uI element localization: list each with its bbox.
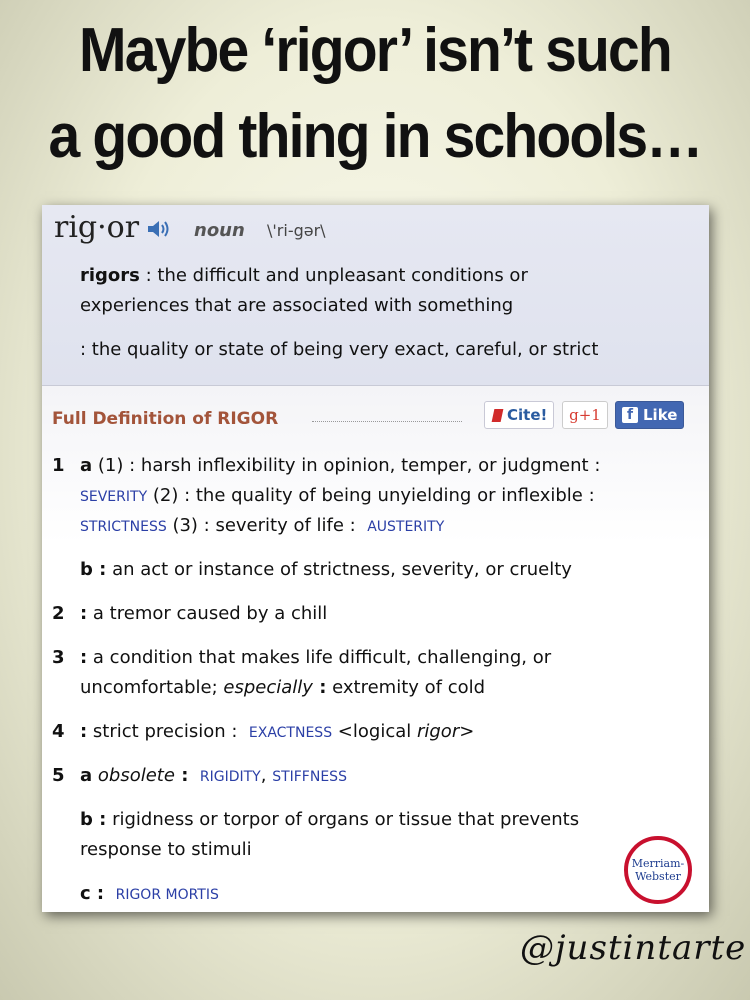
sense-text: a tremor caused by a chill	[87, 603, 328, 624]
cross-ref-exactness[interactable]: EXACTNESS	[248, 725, 333, 741]
sense-number-4: 4	[52, 721, 65, 742]
full-definition-heading: Full Definition of RIGOR	[52, 409, 279, 429]
sense-colon: :	[80, 603, 88, 624]
cross-ref-rigor-mortis[interactable]: RIGOR MORTIS	[115, 887, 219, 903]
logo-line-1: Merriam-	[631, 857, 685, 870]
cross-ref-austerity[interactable]: AUSTERITY	[367, 519, 445, 535]
divider	[312, 421, 462, 422]
example-word: rigor	[416, 721, 460, 742]
sense-colon: :	[80, 647, 88, 668]
simple-definition-panel	[42, 205, 709, 386]
cite-button[interactable]	[484, 401, 554, 429]
simple-definition-1	[80, 261, 690, 321]
sense-1a-line-2	[80, 481, 595, 512]
sense-1a-line-1	[80, 451, 600, 481]
sense-5a	[80, 761, 347, 792]
sense-5c	[80, 879, 219, 910]
sense-obsolete: obsolete	[97, 765, 175, 786]
sense-colon: :	[312, 677, 327, 698]
like-label: Like	[643, 406, 678, 424]
example-close: >	[459, 721, 475, 742]
comma: ,	[260, 765, 267, 786]
sense-text: extremity of cold	[326, 677, 486, 698]
cite-icon	[492, 409, 504, 422]
sense-5b-line-1	[80, 805, 579, 835]
part-of-speech: noun	[194, 220, 245, 241]
sense-sub-2: (2) :	[147, 485, 191, 506]
sense-text: rigidness or torpor of organs or tissue that prevents	[106, 809, 580, 830]
headword: rig·or	[54, 210, 140, 245]
simple-definition-2: : the quality or state of being very exact, careful, or strict	[80, 339, 599, 360]
sense-text: severity of life :	[209, 515, 356, 536]
pronunciation: \'ri-gər\	[267, 221, 326, 240]
sense-1a-line-3	[80, 511, 444, 542]
sense-number-2: 2	[52, 603, 65, 624]
sense-text: a condition that makes life difficult, challenging, or	[87, 647, 552, 668]
sense-number-1: 1	[52, 455, 65, 476]
speaker-icon[interactable]	[146, 219, 174, 239]
sense-2	[80, 599, 327, 629]
example-open: <logical	[332, 721, 417, 742]
sense-3-line-1	[80, 643, 551, 673]
sense-letter: a	[80, 455, 93, 476]
author-watermark: @justintarte	[520, 928, 747, 968]
facebook-icon: f	[622, 407, 638, 423]
sense-1b	[80, 555, 572, 585]
sense-number-3: 3	[52, 647, 65, 668]
cross-ref-stiffness[interactable]: STIFFNESS	[272, 769, 347, 785]
sense-4	[80, 717, 474, 748]
sense-text: harsh inflexibility in opinion, temper, or judgment :	[135, 455, 601, 476]
merriam-webster-logo	[624, 836, 692, 904]
sense-text: uncomfortable;	[80, 677, 224, 698]
cross-ref-severity[interactable]: SEVERITY	[80, 489, 148, 505]
sense-letter: b :	[80, 559, 107, 580]
sense-letter: c :	[80, 883, 105, 904]
sense-especially: especially	[223, 677, 313, 698]
sense-text: the quality of being unyielding or inflexible :	[190, 485, 595, 506]
headline-line-1: Maybe ‘rigor’ isn’t such	[79, 16, 671, 85]
facebook-like-button[interactable]	[615, 401, 684, 429]
sense-sub-3: (3) :	[166, 515, 210, 536]
dictionary-card	[42, 205, 709, 912]
sense-colon: :	[174, 765, 189, 786]
cross-ref-rigidity[interactable]: RIGIDITY	[199, 769, 261, 785]
sense-sub-1: (1) :	[97, 455, 136, 476]
cite-label: Cite!	[507, 406, 548, 424]
sense-letter: b :	[80, 809, 107, 830]
sense-3-line-2	[80, 673, 485, 703]
headline-line-2: a good thing in schools…	[48, 102, 702, 171]
sense-number-5: 5	[52, 765, 65, 786]
simple-definition-text: : the difficult and unpleasant conditions or	[139, 265, 528, 286]
google-plus-button[interactable]: g+1	[562, 401, 608, 429]
simple-definition-text-2: experiences that are associated with something	[80, 295, 514, 316]
cross-ref-strictness[interactable]: STRICTNESS	[80, 519, 167, 535]
sense-text: an act or instance of strictness, severity, or cruelty	[106, 559, 572, 580]
sense-letter: a	[80, 765, 93, 786]
full-definition-panel	[42, 386, 709, 912]
logo-text	[632, 857, 685, 883]
sense-text: strict precision :	[87, 721, 238, 742]
logo-line-2: Webster	[635, 870, 681, 883]
sense-colon: :	[80, 721, 88, 742]
simple-definition-term: rigors	[80, 265, 140, 286]
sense-5b-line-2: response to stimuli	[80, 839, 252, 860]
